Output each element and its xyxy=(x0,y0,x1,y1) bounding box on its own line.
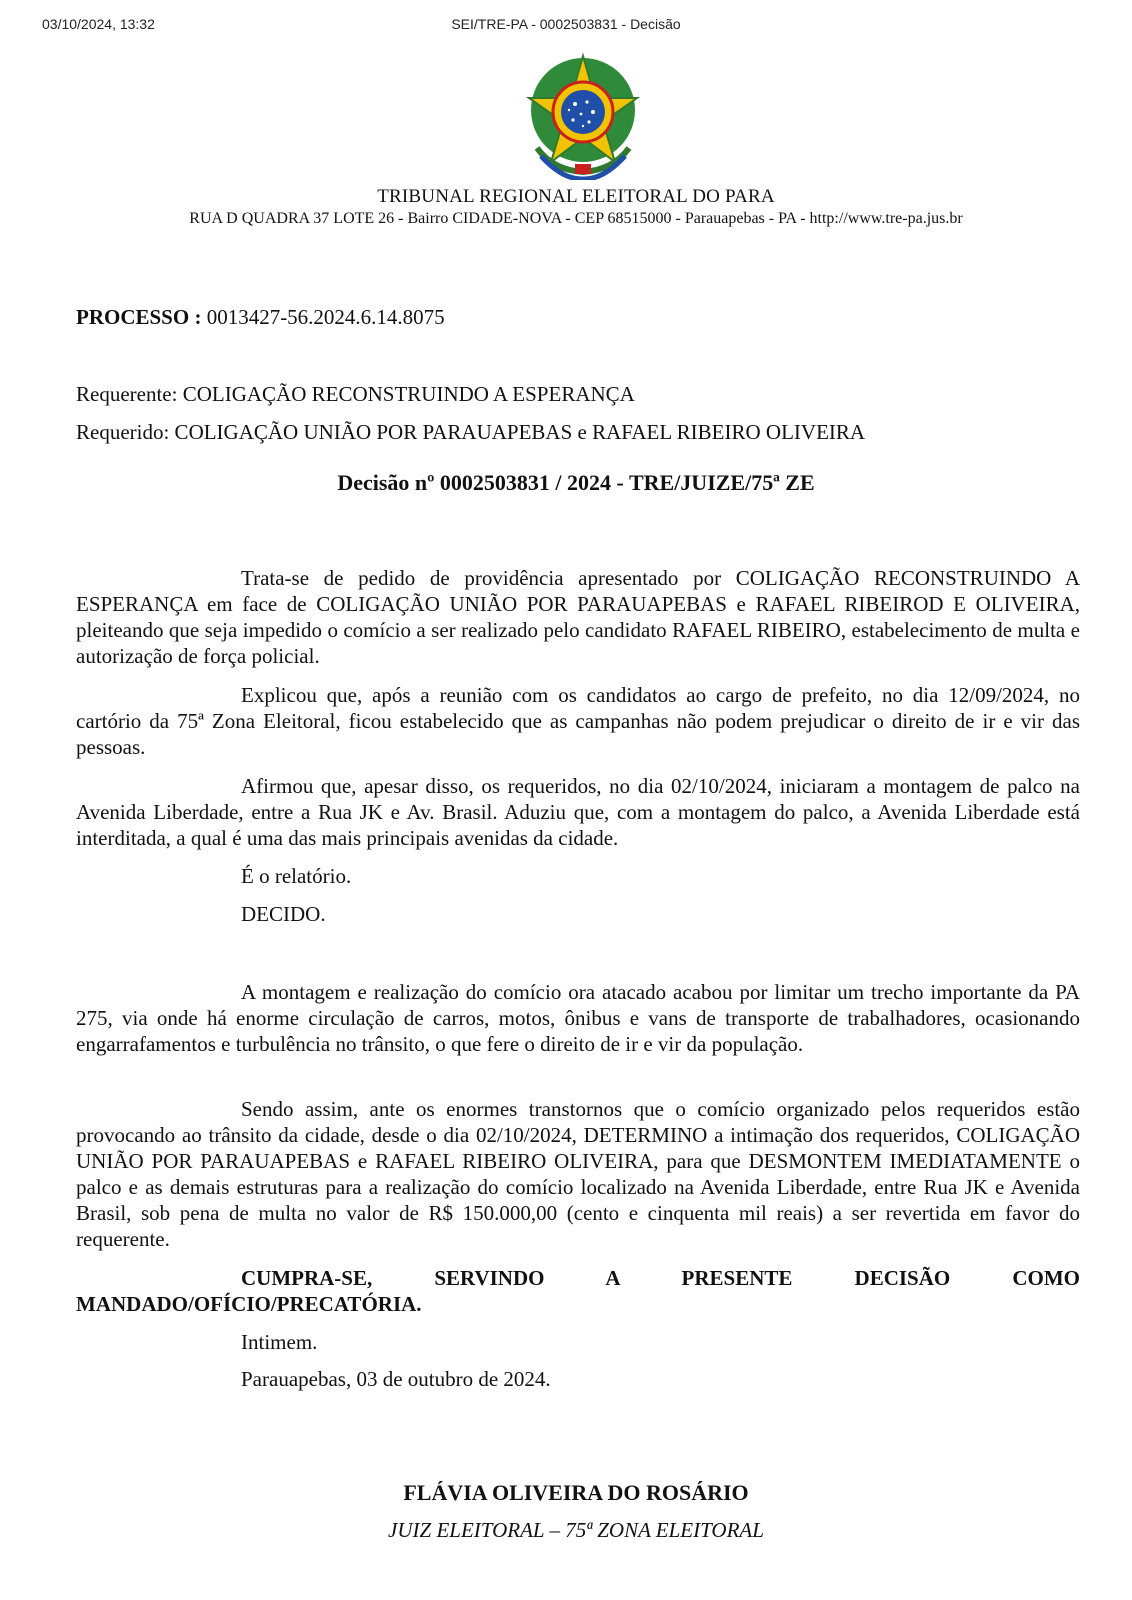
brazil-coat-of-arms-icon xyxy=(523,52,643,180)
organization-name: TRIBUNAL REGIONAL ELEITORAL DO PARA xyxy=(377,186,775,207)
print-datetime: 03/10/2024, 13:32 xyxy=(42,16,155,32)
organization-address: RUA D QUADRA 37 LOTE 26 - Bairro CIDADE-NOVA - CEP 68515000 - Parauapebas - PA - http://www.tre-pa.jus.br xyxy=(189,210,963,227)
print-doc-ref: SEI/TRE-PA - 0002503831 - Decisão xyxy=(451,16,681,32)
paragraph-3: Afirmou que, apesar disso, os requeridos, no dia 02/10/2024, iniciaram a montagem de palco na Avenida Liberdade, entre a Rua JK e Av. Brasil. Aduziu que, com a montagem do palco, a Avenida Liberdade está interditada, a qual é uma das mais principais avenidas da cidade. xyxy=(76,774,1080,850)
processo-line xyxy=(76,305,1080,330)
intimem-line: Intimem. xyxy=(241,1330,318,1354)
paragraph-1: Trata-se de pedido de providência apresentado por COLIGAÇÃO RECONSTRUINDO A ESPERANÇA em face de COLIGAÇÃO UNIÃO POR PARAUAPEBAS e RAFAEL RIBEIROD E OLIVEIRA, pleiteando que seja impedido o comício a ser realizado pelo candidato RAFAEL RIBEIRO, estabelecimento de multa e autorização de força policial. xyxy=(76,566,1080,668)
paragraph-2: Explicou que, após a reunião com os candidatos ao cargo de prefeito, no dia 12/09/2024, no cartório da 75ª Zona Eleitoral, ficou estabelecido que as campanhas não podem prejudicar o direito de ir e vir das pessoas. xyxy=(76,683,1080,759)
place-date-line: Parauapebas, 03 de outubro de 2024. xyxy=(241,1367,551,1391)
requerido-line: Requerido: COLIGAÇÃO UNIÃO POR PARAUAPEBAS e RAFAEL RIBEIRO OLIVEIRA xyxy=(76,420,866,444)
cumpra-se-statement: CUMPRA-SE, SERVINDO A PRESENTE DECISÃO COMO MANDADO/OFÍCIO/PRECATÓRIA. xyxy=(76,1266,1080,1316)
processo-number: 0013427-56.2024.6.14.8075 xyxy=(206,305,445,329)
decision-title: Decisão nº 0002503831 / 2024 - TRE/JUIZE/75ª ZE xyxy=(337,470,815,495)
relatorio-line: É o relatório. xyxy=(241,864,352,888)
paragraph-5: Sendo assim, ante os enormes transtornos que o comício organizado pelos requeridos estão provocando ao trânsito da cidade, desde o dia 02/10/2024, DETERMINO a intimação dos requeridos, COLIGAÇÃO UNIÃO POR PARAUAPEBAS e RAFAEL RIBEIRO OLIVEIRA, para que DESMONTEM IMEDIATAMENTE o palco e as demais estruturas para a realização do comício localizado na Avenida Liberdade, entre Rua JK e Avenida Brasil, sob pena de multa no valor de R$ 150.000,00 (cento e cinquenta mil reais) a ser revertida em favor do requerente. xyxy=(76,1097,1080,1251)
decido-line: DECIDO. xyxy=(241,902,326,926)
signatory-role: JUIZ ELEITORAL – 75ª ZONA ELEITORAL xyxy=(388,1518,764,1542)
signatory-name: FLÁVIA OLIVEIRA DO ROSÁRIO xyxy=(403,1480,749,1505)
paragraph-4: A montagem e realização do comício ora atacado acabou por limitar um trecho importante da PA 275, via onde há enorme circulação de carros, motos, ônibus e vans de transporte de trabalhadores, ocasionando engarrafamentos e turbulência no trânsito, o que fere o direito de ir e vir da população. xyxy=(76,980,1080,1056)
processo-label: PROCESSO : xyxy=(76,305,202,329)
requerente-line: Requerente: COLIGAÇÃO RECONSTRUINDO A ESPERANÇA xyxy=(76,382,635,406)
